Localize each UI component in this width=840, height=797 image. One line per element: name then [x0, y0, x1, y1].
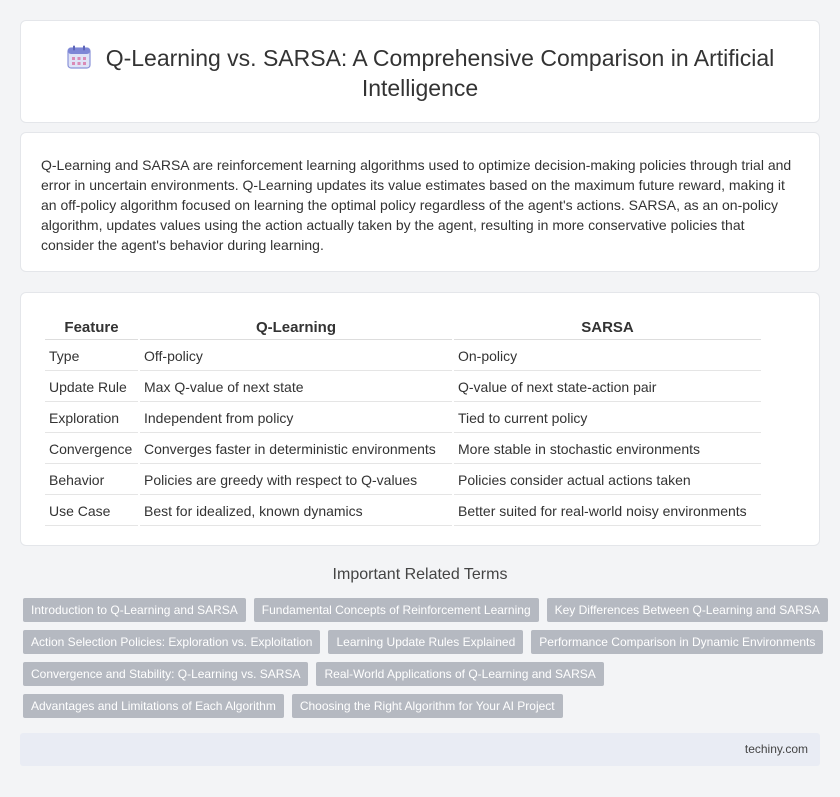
related-term-tag[interactable]: Convergence and Stability: Q-Learning vs. SARSA [23, 662, 308, 686]
footer-site-link[interactable]: techiny.com [744, 742, 808, 756]
calendar-icon [66, 44, 92, 70]
table-cell: Policies consider actual actions taken [454, 466, 761, 495]
footer [20, 733, 820, 766]
table-header-row [45, 315, 761, 340]
related-term-tag[interactable]: Performance Comparison in Dynamic Environments [531, 630, 823, 654]
intro-text: Q-Learning and SARSA are reinforcement learning algorithms used to optimize decision-making policies through trial and error in uncertain environments. Q-Learning updates its value estimates based on the maximum future reward, making it an off-policy algorithm focused on learning the optimal policy regardless of the agent's actions. SARSA, as an on-policy algorithm, updates values using the action actually taken by the agent, resulting in more conservative policies that consider the agent's behavior during learning. [41, 157, 792, 253]
table-cell: Type [45, 342, 138, 371]
header-feature: Feature [45, 315, 138, 340]
related-terms-title: Important Related Terms [332, 566, 508, 583]
header-card [20, 20, 820, 123]
comparison-card [20, 292, 820, 546]
table-cell: Update Rule [45, 373, 138, 402]
table-cell: Best for idealized, known dynamics [140, 497, 452, 526]
related-term-tag[interactable]: Choosing the Right Algorithm for Your AI Project [292, 694, 563, 718]
table-cell: Convergence [45, 435, 138, 464]
tag-row [23, 662, 823, 686]
intro-card [20, 132, 820, 272]
table-row [45, 435, 761, 464]
table-row [45, 373, 761, 402]
tag-row [23, 630, 823, 654]
table-row [45, 466, 761, 495]
table-cell: Tied to current policy [454, 404, 761, 433]
table-cell: Independent from policy [140, 404, 452, 433]
table-cell: Off-policy [140, 342, 452, 371]
table-row [45, 404, 761, 433]
table-cell: Use Case [45, 497, 138, 526]
related-term-tag[interactable]: Key Differences Between Q-Learning and SARSA [547, 598, 828, 622]
comparison-table [43, 313, 763, 528]
table-cell: Better suited for real-world noisy environments [454, 497, 761, 526]
tag-row [23, 598, 823, 622]
related-term-tag[interactable]: Introduction to Q-Learning and SARSA [23, 598, 246, 622]
table-row [45, 342, 761, 371]
table-cell: Exploration [45, 404, 138, 433]
related-term-tag[interactable]: Fundamental Concepts of Reinforcement Learning [254, 598, 539, 622]
table-cell: Converges faster in deterministic environments [140, 435, 452, 464]
related-term-tag[interactable]: Learning Update Rules Explained [328, 630, 523, 654]
header-q-learning: Q-Learning [140, 315, 452, 340]
related-term-tag[interactable]: Advantages and Limitations of Each Algorithm [23, 694, 284, 718]
table-cell: Max Q-value of next state [140, 373, 452, 402]
page-title: Q-Learning vs. SARSA: A Comprehensive Comparison in Artificial Intelligence [105, 45, 775, 101]
table-cell: Behavior [45, 466, 138, 495]
related-term-tag[interactable]: Real-World Applications of Q-Learning and SARSA [316, 662, 603, 686]
tag-row [23, 694, 823, 718]
table-cell: On-policy [454, 342, 761, 371]
page-title-wrap [51, 43, 789, 103]
table-cell: Policies are greedy with respect to Q-values [140, 466, 452, 495]
related-terms-list [23, 598, 823, 726]
table-cell: Q-value of next state-action pair [454, 373, 761, 402]
table-row [45, 497, 761, 526]
related-term-tag[interactable]: Action Selection Policies: Exploration vs. Exploitation [23, 630, 320, 654]
header-sarsa: SARSA [454, 315, 761, 340]
table-cell: More stable in stochastic environments [454, 435, 761, 464]
